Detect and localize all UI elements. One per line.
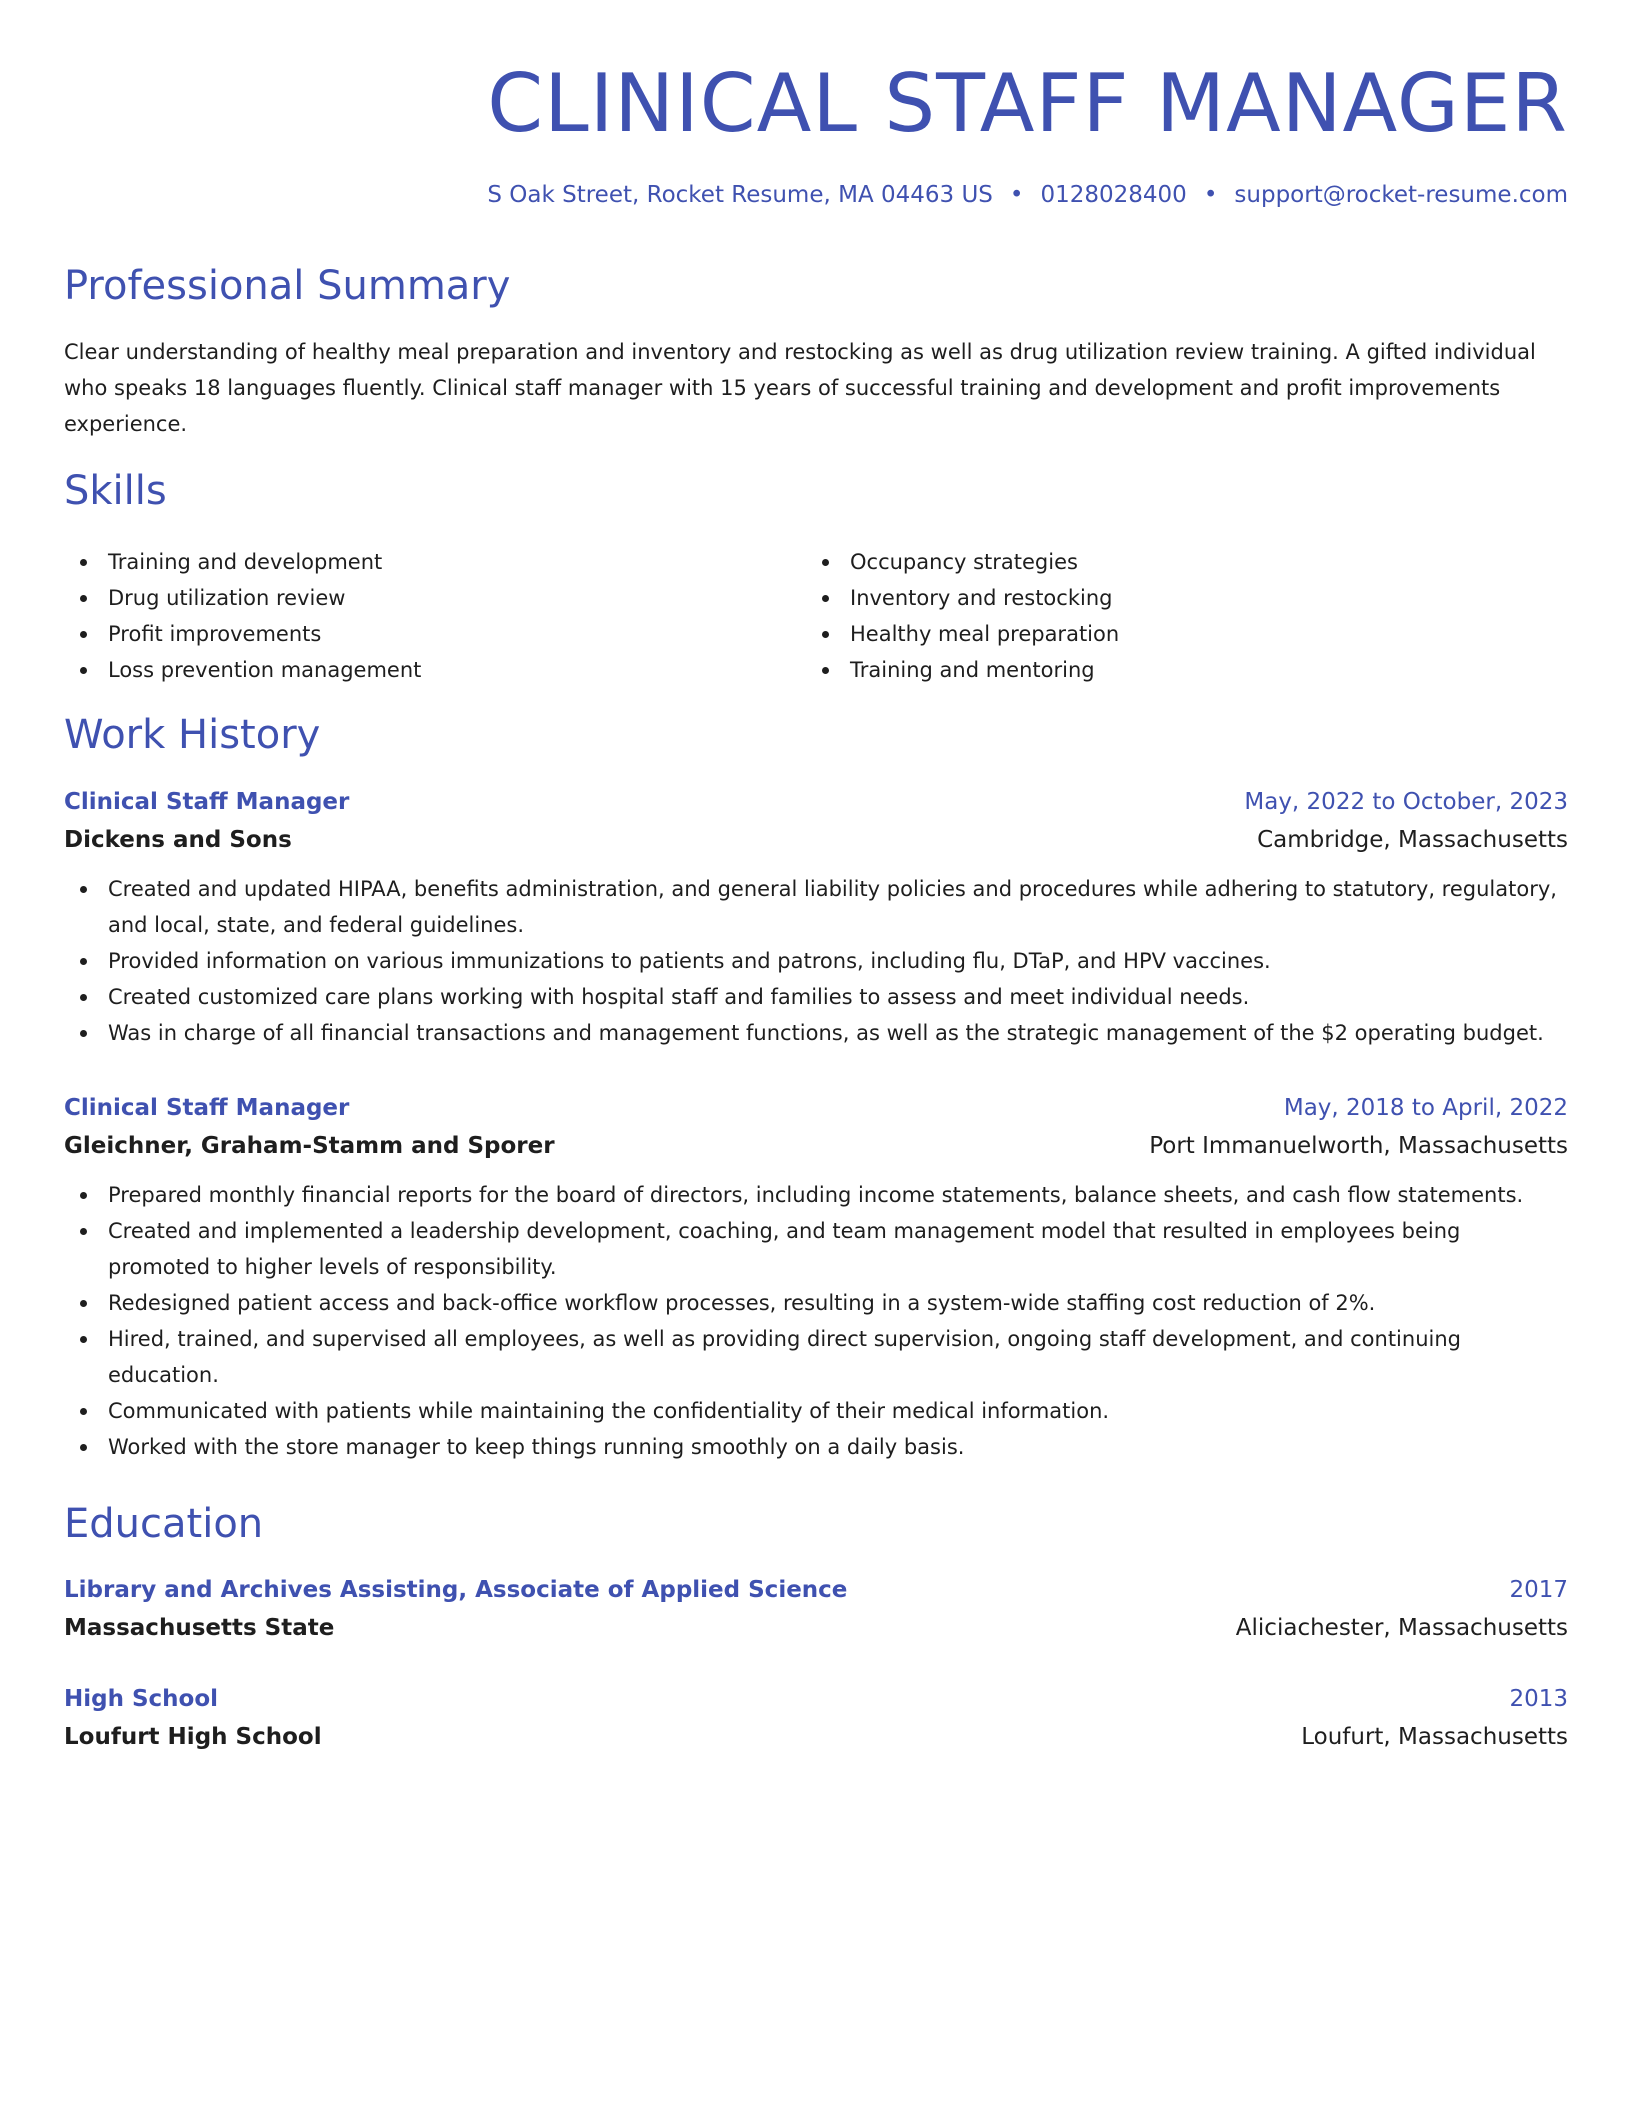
job-position: Clinical Staff Manager — [64, 1095, 350, 1121]
skill-item: Healthy meal preparation — [806, 616, 1548, 652]
skill-item: Inventory and restocking — [806, 580, 1548, 616]
contact-email[interactable]: support@rocket-resume.com — [1234, 182, 1568, 208]
contact-address: S Oak Street, Rocket Resume, MA 04463 US — [487, 182, 993, 208]
job-company: Gleichner, Graham-Stamm and Sporer — [64, 1133, 555, 1159]
job-company: Dickens and Sons — [64, 827, 292, 853]
job-location: Cambridge, Massachusetts — [1257, 827, 1568, 853]
job-bullet: Communicated with patients while maintaining the confidentiality of their medical information. — [64, 1393, 1568, 1429]
job-bullet: Worked with the store manager to keep things running smoothly on a daily basis. — [64, 1429, 1568, 1465]
skill-item: Drug utilization review — [64, 580, 806, 616]
section-title-education: Education — [64, 1501, 264, 1547]
contact-line — [487, 180, 1568, 210]
section-title-summary: Professional Summary — [64, 263, 511, 309]
skill-item: Loss prevention management — [64, 652, 806, 688]
education-degree: Library and Archives Assisting, Associate of Applied Science — [64, 1577, 848, 1603]
job-entry — [64, 1089, 1568, 1465]
education-year: 2013 — [1509, 1686, 1568, 1712]
job-position: Clinical Staff Manager — [64, 789, 350, 815]
summary-text: Clear understanding of healthy meal preparation and inventory and restocking as well as drug utilization review training. A gifted individual who speaks 18 languages fluently. Clinical staff manager with 15 years of successful training and development and profit improvements experience. — [64, 340, 1536, 436]
education-entry — [64, 1571, 1568, 1647]
contact-phone: 0128028400 — [1040, 182, 1187, 208]
job-bullet: Created and updated HIPAA, benefits administration, and general liability policies and procedures while adhering to statutory, regulatory, and local, state, and federal guidelines. — [64, 871, 1568, 943]
education-school: Massachusetts State — [64, 1615, 335, 1641]
resume-page — [64, 54, 1568, 1750]
job-bullet: Was in charge of all financial transactions and management functions, as well as the strategic management of the $2 operating budget. — [64, 1015, 1568, 1051]
job-bullet: Provided information on various immunizations to patients and patrons, including flu, DTaP, and HPV vaccines. — [64, 943, 1568, 979]
job-bullet: Created customized care plans working with hospital staff and families to assess and meet individual needs. — [64, 979, 1568, 1015]
contact-separator: • — [1203, 182, 1218, 208]
skills-list — [64, 544, 1568, 688]
job-location: Port Immanuelworth, Massachusetts — [1149, 1133, 1568, 1159]
education-location: Aliciachester, Massachusetts — [1235, 1615, 1568, 1641]
skill-item: Profit improvements — [64, 616, 806, 652]
job-bullet: Prepared monthly financial reports for the board of directors, including income statements, balance sheets, and cash flow statements. — [64, 1177, 1568, 1213]
skills-column-left — [64, 544, 806, 688]
skills-column-right — [806, 544, 1548, 688]
section-title-skills: Skills — [64, 468, 167, 514]
job-dates: May, 2018 to April, 2022 — [1283, 1095, 1568, 1121]
job-bullet: Redesigned patient access and back-office workflow processes, resulting in a system-wide staffing cost reduction of 2%. — [64, 1285, 1568, 1321]
skill-item: Occupancy strategies — [806, 544, 1548, 580]
section-title-work-history: Work History — [64, 712, 321, 758]
job-bullets — [64, 871, 1568, 1051]
job-dates: May, 2022 to October, 2023 — [1244, 789, 1568, 815]
contact-separator: • — [1009, 182, 1024, 208]
job-bullets — [64, 1177, 1568, 1465]
skill-item: Training and development — [64, 544, 806, 580]
education-degree: High School — [64, 1686, 219, 1712]
resume-title: CLINICAL STAFF MANAGER — [487, 57, 1568, 150]
education-school: Loufurt High School — [64, 1724, 322, 1750]
skill-item: Training and mentoring — [806, 652, 1548, 688]
education-entry — [64, 1680, 1568, 1756]
job-entry — [64, 783, 1568, 1051]
job-bullet: Hired, trained, and supervised all employees, as well as providing direct supervision, ongoing staff development, and continuing education. — [64, 1321, 1568, 1393]
education-year: 2017 — [1509, 1577, 1568, 1603]
job-bullet: Created and implemented a leadership development, coaching, and team management model that resulted in employees being promoted to higher levels of responsibility. — [64, 1213, 1568, 1285]
education-location: Loufurt, Massachusetts — [1301, 1724, 1568, 1750]
